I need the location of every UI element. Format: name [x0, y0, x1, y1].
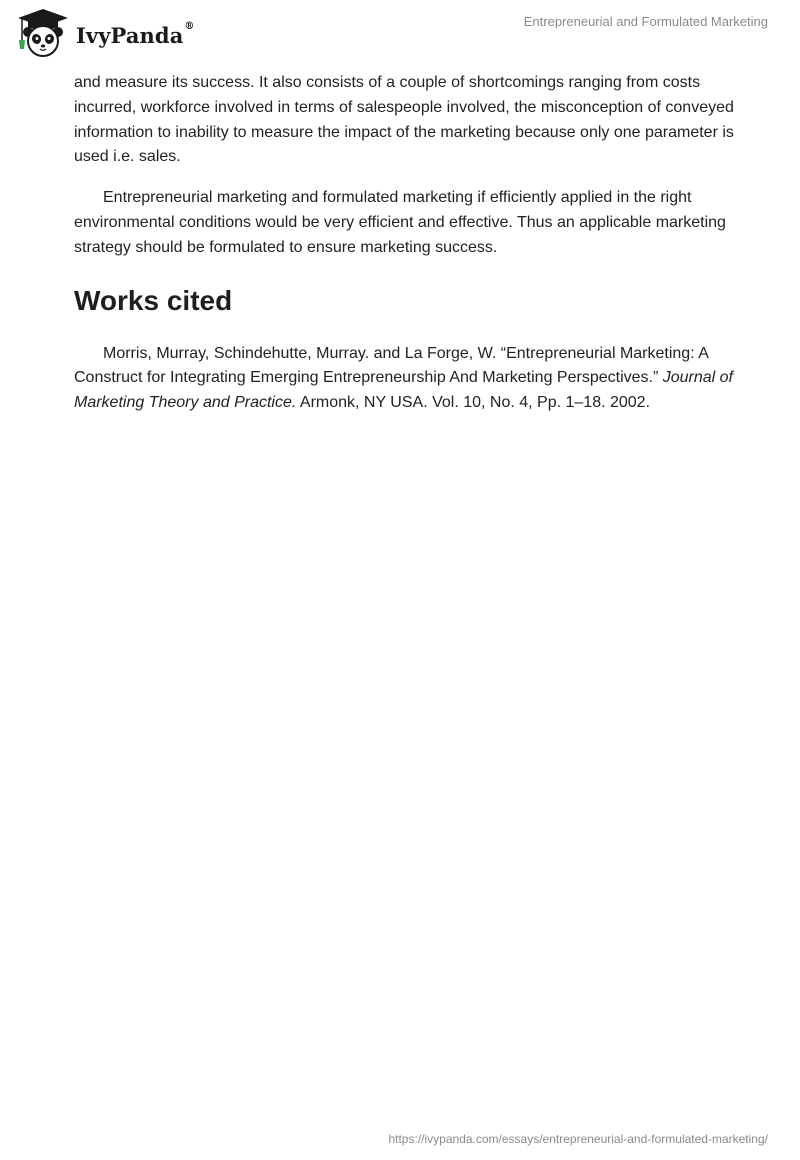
panda-graduation-cap-logo-icon: [14, 8, 72, 58]
body-paragraph-1: and measure its success. It also consists of a couple of shortcomings ranging from costs incurred, workforce involved in terms of salespeople involved, the misconception of conveyed information to inability to measure the impact of the marketing because only one parameter is used i.e. sales.: [74, 74, 734, 166]
citation-journal: Journal of Marketing Theory and Practice.: [74, 369, 733, 412]
document-title: Entrepreneurial and Formulated Marketing: [523, 14, 768, 29]
works-cited-heading: Works cited: [74, 284, 233, 316]
citation-entry: [74, 342, 734, 416]
citation-authors-title: Morris, Murray, Schindehutte, Murray. and La Forge, W. “Entrepreneurial Marketing: A Construct for Integrating Emerging Entrepreneurship And Marketing Perspectives.”: [74, 344, 708, 387]
brand-name: IvyPanda®: [76, 20, 195, 48]
footer-source-url[interactable]: https://ivypanda.com/essays/entrepreneurial-and-formulated-marketing/: [388, 1132, 768, 1146]
page-header: [0, 0, 800, 70]
ivypanda-logo[interactable]: [14, 8, 195, 58]
essay-content: [74, 71, 734, 432]
body-paragraph-2: Entrepreneurial marketing and formulated marketing if efficiently applied in the right environmental conditions would be very efficient and effective. Thus an applicable marketing strategy should be formulated to ensure marketing success.: [74, 189, 726, 256]
citation-details: Armonk, NY USA. Vol. 10, No. 4, Pp. 1–18. 2002.: [296, 394, 651, 412]
